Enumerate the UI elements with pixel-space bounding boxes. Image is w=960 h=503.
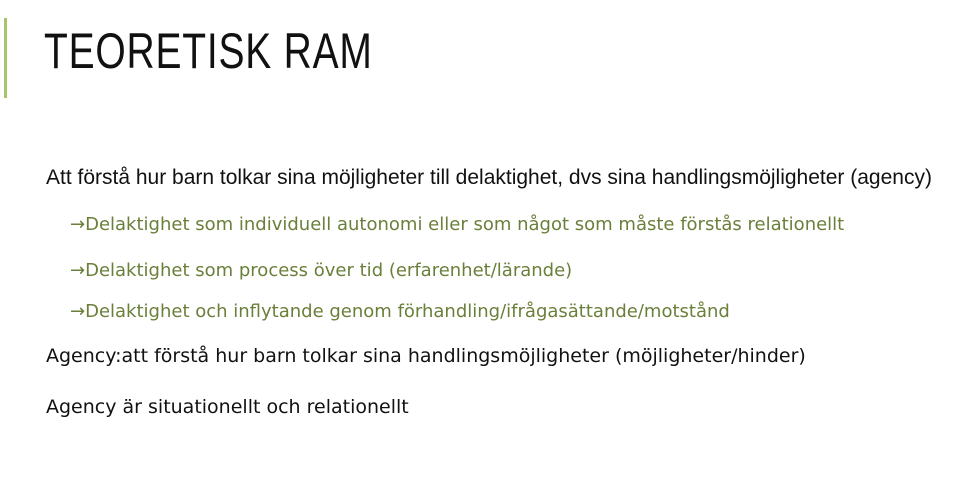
slide-content	[46, 162, 958, 423]
sub-point-process	[46, 254, 958, 287]
sub-point-autonomy	[46, 208, 958, 241]
agency-situational-paragraph: Agency är situationellt och relationellt	[46, 396, 409, 418]
arrow-icon: →	[70, 260, 86, 281]
agency-paragraph: Agency:att förstå hur barn tolkar sina handlingsmöjligheter (möjligheter/hinder)	[46, 345, 806, 367]
title-accent-bar	[4, 18, 7, 98]
arrow-icon: →	[70, 214, 86, 235]
arrow-icon: →	[70, 301, 86, 322]
slide-title: TEORETISK RAM	[44, 23, 373, 79]
sub-point-text: Delaktighet som process över tid (erfarenhet/lärande)	[85, 260, 573, 281]
sub-point-influence	[46, 295, 958, 328]
sub-point-text: Delaktighet som individuell autonomi eller som något som måste förstås relationellt	[85, 214, 845, 235]
sub-point-text: Delaktighet och inflytande genom förhandling/ifrågasättande/motstånd	[85, 301, 730, 322]
intro-paragraph: Att förstå hur barn tolkar sina möjligheter till delaktighet, dvs sina handlingsmöjligheter (agency)	[46, 166, 932, 189]
